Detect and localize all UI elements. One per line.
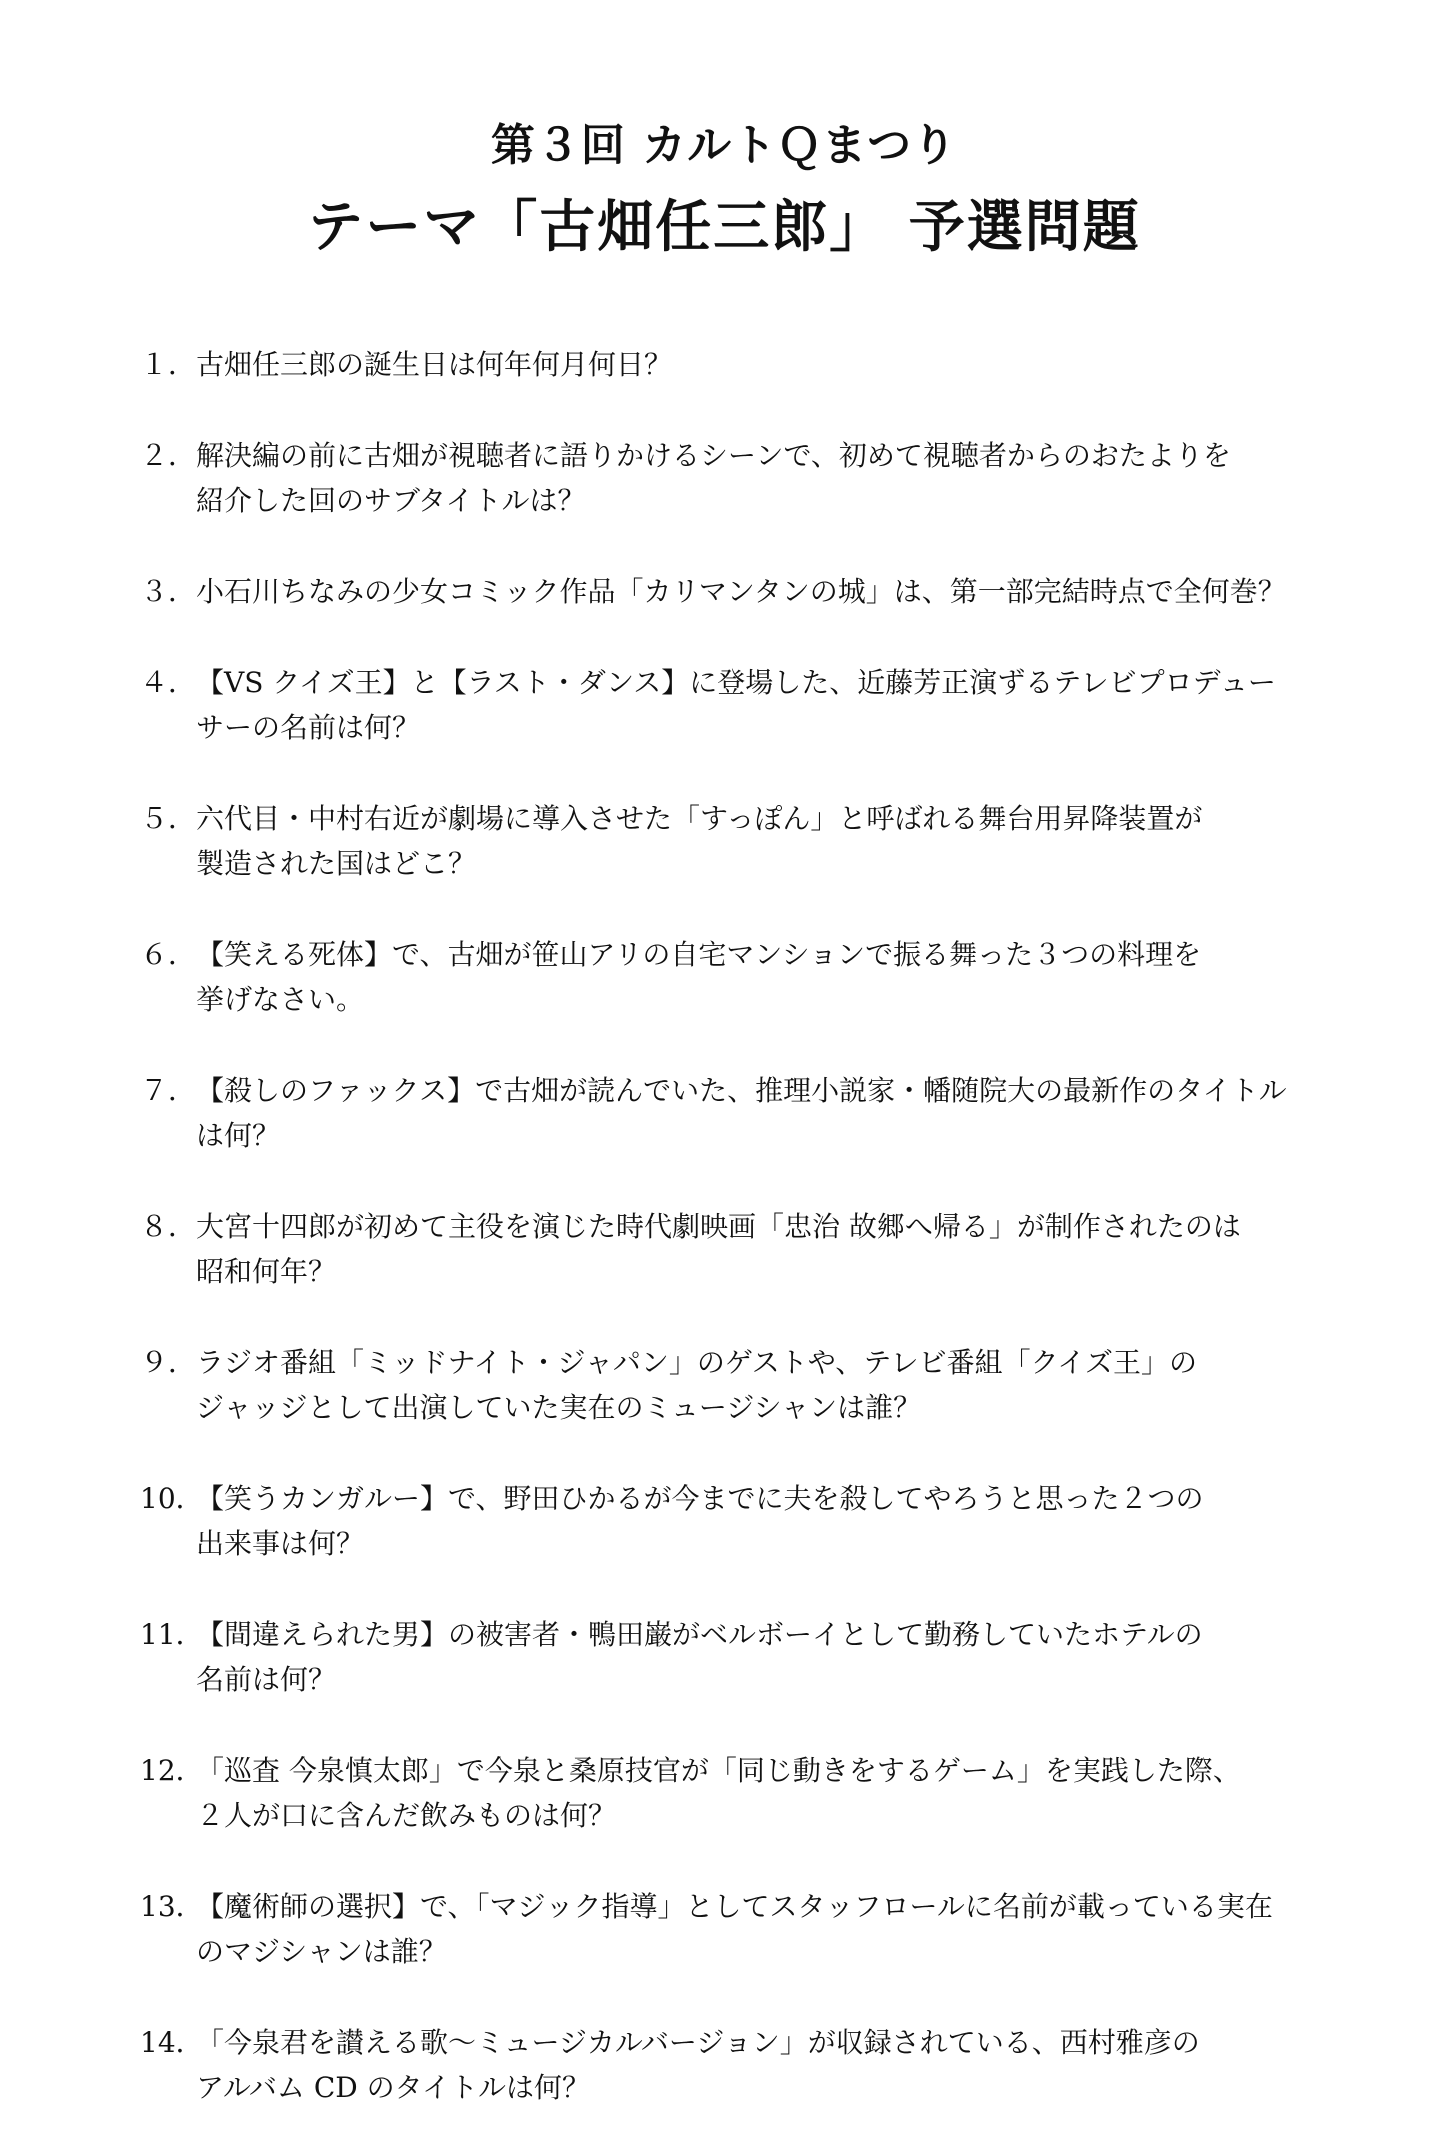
question-number: ４． (140, 666, 197, 699)
event-title: 第３回 カルトＱまつり (490, 120, 958, 171)
question-text-line: 大宮十四郎が初めて主役を演じた時代劇映画「忠治 故郷へ帰る」が制作されたのは (196, 1210, 1241, 1243)
question-text-line: ラジオ番組「ミッドナイト・ジャパン」のゲストや、テレビ番組「クイズ王」の (196, 1346, 1198, 1379)
question-text-line: サーの名前は何？ (196, 711, 421, 744)
question-number: ９． (140, 1346, 197, 1379)
question-text-line: 【殺しのファックス】で古畑が読んでいた、推理小説家・幡随院大の最新作のタイトル (196, 1074, 1287, 1107)
question-number: ６． (140, 938, 197, 971)
question-number: ５． (140, 802, 197, 835)
question-number: 14． (140, 2026, 204, 2059)
question-number: 12． (140, 1754, 204, 1787)
question-text-line: 【間違えられた男】の被害者・鴨田巌がベルボーイとして勤務していたホテルの (196, 1618, 1203, 1651)
question-item (140, 1068, 1340, 1158)
question-list (140, 342, 1340, 2156)
question-number: １． (140, 348, 197, 381)
question-text-line: 小石川ちなみの少女コミック作品「カリマンタンの城」は、第一部完結時点で全何巻？ (196, 575, 1286, 608)
question-text-line: アルバム CD のタイトルは何？ (196, 2071, 591, 2104)
question-number: ７． (140, 1074, 197, 1107)
question-text-line: 「今泉君を讃える歌～ミュージカルバージョン」が収録されている、西村雅彦の (196, 2026, 1200, 2059)
question-item (140, 569, 1340, 614)
question-item (140, 1476, 1340, 1566)
question-text-line: ジャッジとして出演していた実在のミュージシャンは誰？ (196, 1391, 922, 1424)
question-text-line: 製造された国はどこ？ (196, 847, 477, 880)
question-item (140, 2020, 1340, 2110)
question-text-line: 紹介した回のサブタイトルは？ (196, 484, 586, 517)
question-text-line: 出来事は何？ (196, 1527, 365, 1560)
question-number: ８． (140, 1210, 197, 1243)
question-item (140, 796, 1340, 886)
question-item (140, 1340, 1340, 1430)
theme-title: テーマ「古畑任三郎」 予選問題 (307, 195, 1141, 260)
question-text-line: 「巡査 今泉慎太郎」で今泉と桑原技官が「同じ動きをするゲーム」を実践した際、 (196, 1754, 1241, 1787)
question-number: 13． (140, 1890, 204, 1923)
question-item (140, 1748, 1340, 1838)
question-text-line: 六代目・中村右近が劇場に導入させた「すっぽん」と呼ばれる舞台用昇降装置が (196, 802, 1203, 835)
question-text-line: 【VS クイズ王】と【ラスト・ダンス】に登場した、近藤芳正演ずるテレビプロデュー (196, 666, 1276, 699)
question-text-line: 【笑える死体】で、古畑が笹山アリの自宅マンションで振る舞った３つの料理を (196, 938, 1202, 971)
question-text-line: のマジシャンは誰？ (196, 1935, 447, 1968)
question-number: 11． (140, 1618, 204, 1651)
question-number: ２． (140, 439, 197, 472)
question-text-line: 【笑うカンガルー】で、野田ひかるが今までに夫を殺してやろうと思った２つの (196, 1482, 1204, 1515)
question-item (140, 1612, 1340, 1702)
question-number: ３． (140, 575, 197, 608)
question-text-line: 古畑任三郎の誕生日は何年何月何日？ (196, 348, 673, 381)
question-item (140, 660, 1340, 750)
question-text-line: 挙げなさい。 (196, 983, 365, 1016)
question-text-line: ２人が口に含んだ飲みものは何？ (196, 1799, 617, 1832)
question-text-line: 【魔術師の選択】で、「マジック指導」としてスタッフロールに名前が載っている実在 (196, 1890, 1273, 1923)
question-text-line: 名前は何？ (196, 1663, 337, 1696)
question-number: 10． (140, 1482, 204, 1515)
question-item (140, 1884, 1340, 1974)
question-text-line: は何？ (196, 1119, 281, 1152)
question-text-line: 昭和何年？ (196, 1255, 337, 1288)
question-item (140, 1204, 1340, 1294)
question-item (140, 342, 1340, 387)
question-item (140, 433, 1340, 523)
question-text-line: 解決編の前に古畑が視聴者に語りかけるシーンで、初めて視聴者からのおたよりを (196, 439, 1231, 472)
question-item (140, 932, 1340, 1022)
